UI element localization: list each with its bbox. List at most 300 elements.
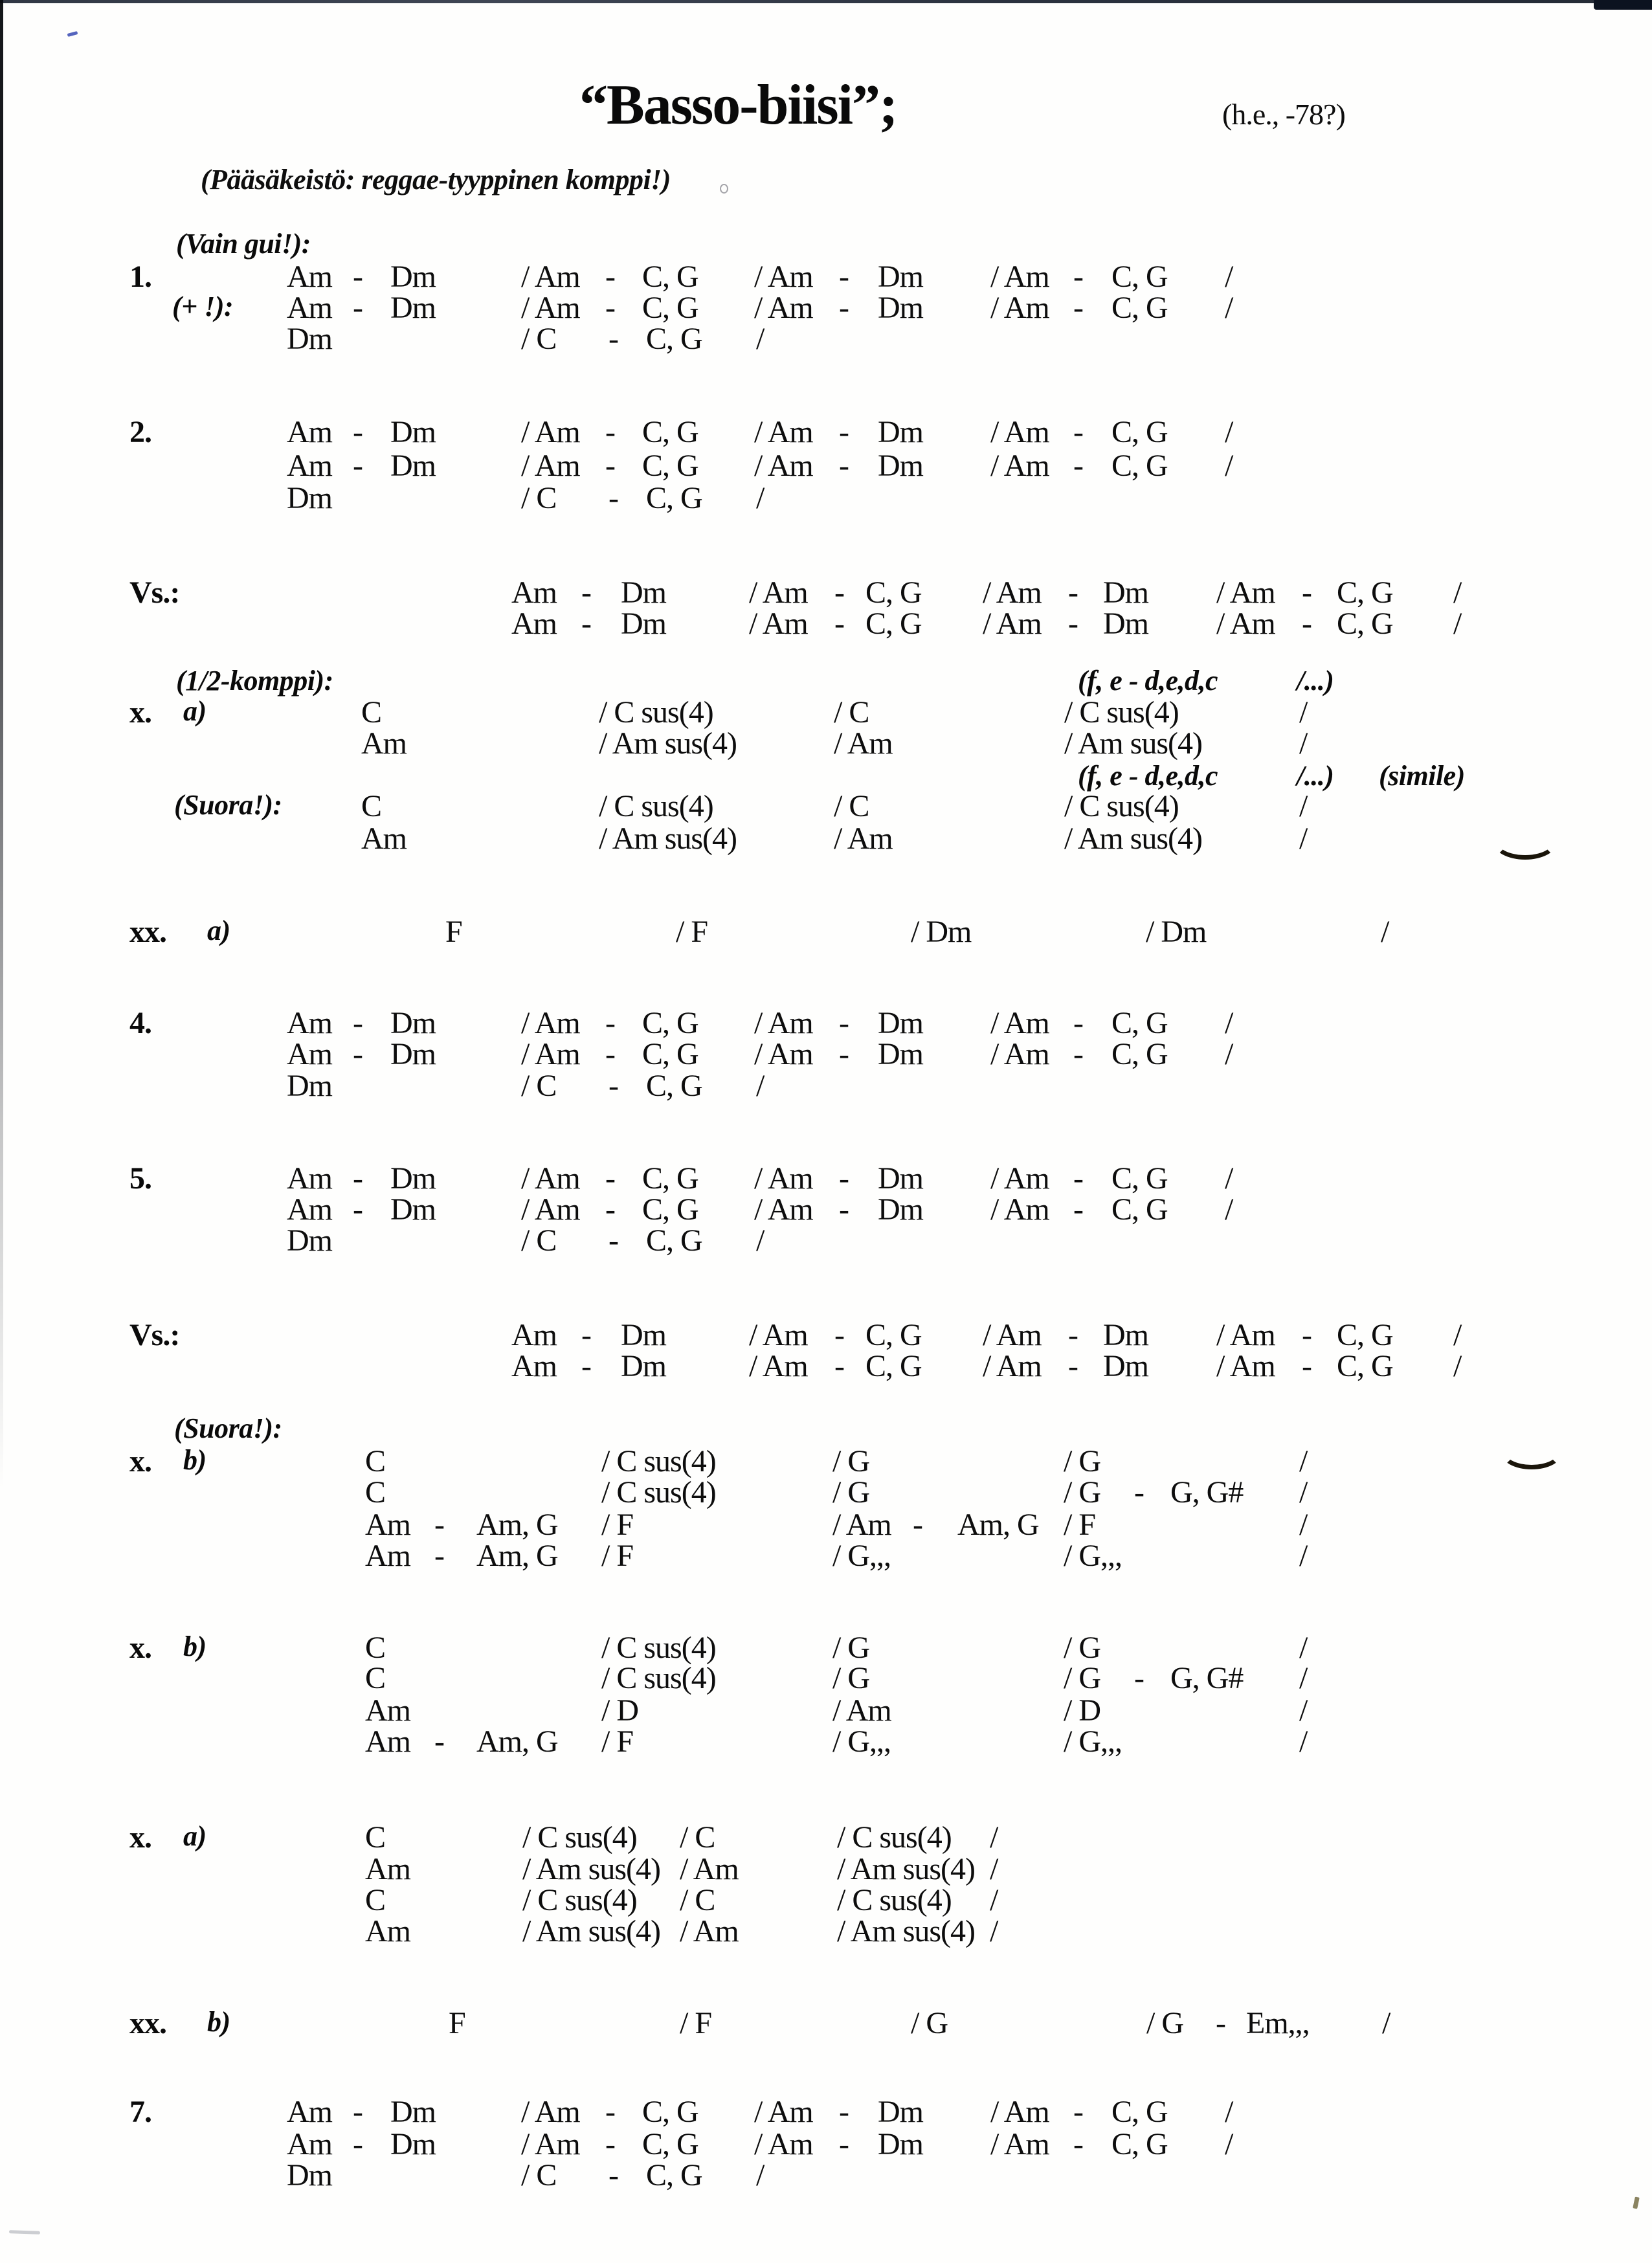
chord-token: / (1225, 1192, 1233, 1227)
chord-token: / G (1064, 1661, 1100, 1695)
section-number: x. (129, 1631, 151, 1665)
chord-token: C, G (865, 607, 922, 641)
chord-token: / (1225, 291, 1233, 325)
chord-token: - (581, 607, 591, 641)
chord-token: Dm (287, 1223, 332, 1258)
chord-token: - (1134, 1661, 1144, 1695)
chord-token: - (434, 1508, 444, 1542)
chord-token: / Am (990, 260, 1049, 294)
chord-token: - (581, 1349, 591, 1383)
chord-token: Am (287, 260, 332, 294)
chord-token: - (1068, 1349, 1078, 1383)
section-label: (Suora!): (174, 1412, 282, 1444)
chord-token: / G (832, 1631, 869, 1665)
chord-token: - (1073, 291, 1083, 325)
chord-token: - (353, 291, 363, 325)
chord-token: C, G (1111, 415, 1168, 449)
chord-token: C, G (646, 1069, 702, 1103)
section-number: 2. (129, 415, 151, 449)
chord-token: Am (511, 607, 557, 641)
chord-token: Am (287, 415, 332, 449)
chord-token: - (605, 2127, 615, 2161)
chord-token: / G,,, (1064, 1539, 1122, 1573)
chord-token: - (1068, 1318, 1078, 1352)
chord-token: - (353, 260, 363, 294)
chord-token: / G (832, 1475, 869, 1510)
chord-token: / C sus(4) (1064, 695, 1179, 730)
chord-token: / Am (680, 1914, 739, 1948)
chord-token: / C sus(4) (599, 789, 713, 823)
chord-token: / Am (990, 291, 1049, 325)
section-number: 4. (129, 1006, 151, 1040)
chord-token: / (1225, 2095, 1233, 2129)
chord-token: Dm (1103, 1349, 1148, 1383)
chord-token: C, G (865, 1349, 922, 1383)
chord-token: - (839, 1037, 849, 1071)
chord-token: - (1073, 260, 1083, 294)
chord-token: / (1453, 1349, 1462, 1383)
verse-style-note: (Pääsäkeistö: reggae-tyyppinen komppi!) (201, 164, 671, 195)
chord-token: Am (365, 1852, 410, 1886)
chord-token: C (365, 1631, 386, 1665)
chord-token: / Am (983, 607, 1042, 641)
chord-token: - (913, 1508, 922, 1542)
chord-token: Dm (878, 1037, 923, 1071)
chord-token: / Am (754, 449, 813, 483)
chord-token: / C (521, 2158, 557, 2192)
chord-token: / C sus(4) (837, 1883, 952, 1917)
chord-token: Dm (1103, 575, 1148, 610)
chord-token: / Am (521, 2095, 580, 2129)
chord-token: / Dm (1146, 915, 1207, 949)
chord-token: - (839, 1161, 849, 1196)
chord-token: Dm (1103, 1318, 1148, 1352)
chord-token: / Am (749, 1349, 808, 1383)
chord-token: - (353, 449, 363, 483)
chord-token: - (605, 291, 615, 325)
chord-token: C, G (1111, 1037, 1168, 1071)
chord-token: Am (287, 291, 332, 325)
chord-token: Am (287, 2127, 332, 2161)
chord-token: / Am (990, 449, 1049, 483)
chord-token: G, G# (1170, 1475, 1244, 1510)
chord-token: - (353, 1192, 363, 1227)
chord-token: - (1073, 1006, 1083, 1040)
chord-token: Am (365, 1539, 410, 1573)
pen-mark (1501, 1434, 1563, 1469)
section-label: a) (183, 695, 206, 727)
chord-token: / Am (521, 260, 580, 294)
chord-token: Am (511, 575, 557, 610)
section-label: b) (183, 1444, 206, 1476)
chord-token: / C sus(4) (601, 1475, 716, 1510)
chord-token: - (839, 260, 849, 294)
chord-token: / F (601, 1724, 634, 1759)
chord-token: Dm (878, 415, 923, 449)
chord-token: C, G (642, 1161, 698, 1196)
chord-token: / Am sus(4) (599, 726, 737, 761)
chord-token: / C (521, 1223, 557, 1258)
chord-token: / G,,, (832, 1724, 891, 1759)
chord-token: / Am (983, 575, 1042, 610)
chord-token: Dm (1103, 607, 1148, 641)
chord-token: C (361, 695, 382, 730)
chord-token: / (1299, 695, 1308, 730)
section-label: (simile) (1379, 760, 1465, 792)
chord-token: - (839, 1192, 849, 1227)
chord-token: / C sus(4) (601, 1444, 716, 1478)
chord-token: / (1299, 1724, 1308, 1759)
chord-token: / (990, 1820, 998, 1855)
chord-token: Dm (287, 322, 332, 356)
chord-token: - (581, 575, 591, 610)
chord-token: / Am (521, 1006, 580, 1040)
chord-token: Dm (287, 1069, 332, 1103)
chord-token: / Am (1216, 1318, 1275, 1352)
chord-token: Dm (390, 449, 436, 483)
chord-token: Dm (621, 575, 666, 610)
chord-token: / C (680, 1820, 715, 1855)
chord-token: Am, G (476, 1508, 558, 1542)
chord-token: / F (676, 915, 708, 949)
scan-artifact-top-right (1594, 0, 1652, 10)
chord-token: / C (521, 322, 557, 356)
section-label: a) (207, 915, 230, 946)
chord-token: / (1225, 1037, 1233, 1071)
chord-token: / Am (521, 415, 580, 449)
chord-token: Am (511, 1349, 557, 1383)
chord-token: / (1299, 1539, 1308, 1573)
chord-token: Dm (878, 291, 923, 325)
chord-token: / C sus(4) (601, 1661, 716, 1695)
chord-token: / (1225, 449, 1233, 483)
chord-token: / Am sus(4) (1064, 821, 1203, 856)
chord-token: G, G# (1170, 1661, 1244, 1695)
chord-token: / G (1064, 1631, 1100, 1665)
chord-token: / Am (754, 2095, 813, 2129)
chord-token: / (1299, 821, 1308, 856)
chord-token: / Am (754, 260, 813, 294)
chord-token: / F (601, 1539, 634, 1573)
chord-token: C (361, 789, 382, 823)
chord-token: / Am (990, 1192, 1049, 1227)
chord-token: - (1302, 607, 1312, 641)
chord-token: - (353, 1006, 363, 1040)
chord-token: Dm (621, 1349, 666, 1383)
chord-token: - (605, 1037, 615, 1071)
chord-token: / Am (749, 575, 808, 610)
chord-token: - (1068, 607, 1078, 641)
section-number: xx. (129, 2006, 166, 2040)
chord-token: / Am (834, 821, 893, 856)
chord-token: / (1299, 1508, 1308, 1542)
chord-token: - (605, 1192, 615, 1227)
chord-token: Am, G (476, 1724, 558, 1759)
chord-token: Am (287, 1192, 332, 1227)
chord-token: / Am (749, 607, 808, 641)
chord-token: Am (365, 1914, 410, 1948)
chord-token: Dm (390, 2095, 436, 2129)
chord-token: / (1225, 260, 1233, 294)
chord-token: Dm (621, 1318, 666, 1352)
chord-token: C, G (1111, 1161, 1168, 1196)
section-number: 5. (129, 1161, 151, 1196)
pen-mark (1493, 823, 1557, 860)
chord-token: / Am (521, 1192, 580, 1227)
chord-token: / C (521, 1069, 557, 1103)
chord-token: Dm (878, 2095, 923, 2129)
chord-token: C, G (646, 481, 702, 515)
chord-token: / Am (1216, 1349, 1275, 1383)
chord-token: - (839, 291, 849, 325)
chord-token: Dm (621, 607, 666, 641)
chord-token: C, G (1111, 2127, 1168, 2161)
chord-token: C, G (642, 2127, 698, 2161)
chord-token: C, G (1111, 260, 1168, 294)
chord-token: Dm (390, 1037, 436, 1071)
chord-token: - (434, 1724, 444, 1759)
chord-token: / (1225, 2127, 1233, 2161)
chord-token: Dm (878, 1161, 923, 1196)
chord-token: / Am (754, 2127, 813, 2161)
chord-token: / Am (983, 1318, 1042, 1352)
chord-token: / G (832, 1661, 869, 1695)
chord-token: C, G (642, 260, 698, 294)
chord-token: - (1302, 1318, 1312, 1352)
chord-token: - (605, 449, 615, 483)
chord-token: - (834, 1318, 844, 1352)
section-label: b) (207, 2006, 230, 2038)
chord-token: Am (365, 1693, 410, 1728)
chord-token: - (834, 1349, 844, 1383)
section-label: (+ !): (172, 291, 234, 322)
chord-token: - (353, 2095, 363, 2129)
scan-artifact-speck (1633, 2196, 1640, 2209)
chord-token: C, G (1111, 1006, 1168, 1040)
chord-token: / Am sus(4) (837, 1852, 976, 1886)
chord-token: Dm (878, 449, 923, 483)
chord-token: / C (680, 1883, 715, 1917)
chord-token: - (1073, 1192, 1083, 1227)
chord-token: / Am (754, 291, 813, 325)
chord-token: - (1073, 415, 1083, 449)
chord-token: / (1299, 1661, 1308, 1695)
chord-token: / C (834, 789, 869, 823)
chord-token: C, G (642, 291, 698, 325)
chord-token: / D (601, 1693, 638, 1728)
chord-token: - (353, 415, 363, 449)
chord-token: F (449, 2006, 465, 2040)
chord-token: / G (911, 2006, 948, 2040)
title-annotation: (h.e., -78?) (1222, 98, 1345, 131)
chord-token: / Am sus(4) (1064, 726, 1203, 761)
section-number: xx. (129, 915, 166, 949)
chord-token: / G (832, 1444, 869, 1478)
chord-token: / Am sus(4) (522, 1852, 661, 1886)
chord-token: / (990, 1852, 998, 1886)
chord-token: Am (287, 1161, 332, 1196)
chord-token: - (608, 1223, 618, 1258)
chord-token: / (1382, 2006, 1390, 2040)
chord-token: / Dm (911, 915, 972, 949)
chord-token: / C sus(4) (599, 695, 713, 730)
chord-token: Am (287, 1037, 332, 1071)
chord-token: - (353, 2127, 363, 2161)
chord-token: Am, G (476, 1539, 558, 1573)
chord-token: - (834, 575, 844, 610)
chord-token: - (608, 481, 618, 515)
chord-token: / Am (680, 1852, 739, 1886)
chord-token: Am (361, 821, 407, 856)
chord-token: Dm (878, 1006, 923, 1040)
chord-token: - (839, 449, 849, 483)
section-number: x. (129, 1444, 151, 1478)
section-label: (f, e - d,e,d,c (1078, 760, 1218, 792)
chord-token: / C sus(4) (522, 1820, 637, 1855)
chord-token: - (434, 1539, 444, 1573)
chord-token: / Am sus(4) (837, 1914, 976, 1948)
chord-token: C, G (1337, 1349, 1393, 1383)
chord-token: C, G (646, 322, 702, 356)
chord-token: / (1225, 415, 1233, 449)
chord-token: C, G (865, 575, 922, 610)
chord-token: / (1453, 607, 1462, 641)
chord-token: C, G (1111, 1192, 1168, 1227)
chord-token: / (1299, 1475, 1308, 1510)
chord-token: / C sus(4) (522, 1883, 637, 1917)
chord-token: / Am (990, 1006, 1049, 1040)
chord-token: C (365, 1661, 386, 1695)
chord-token: Dm (390, 1161, 436, 1196)
scan-artifact-speck (67, 31, 78, 37)
chord-token: Dm (287, 2158, 332, 2192)
section-label: /...) (1297, 665, 1334, 697)
chord-token: / G (1064, 1475, 1100, 1510)
chord-token: Am (511, 1318, 557, 1352)
chord-token: / Am sus(4) (522, 1914, 661, 1948)
section-label: (f, e - d,e,d,c (1078, 665, 1218, 697)
chord-token: Dm (390, 1192, 436, 1227)
scan-artifact-speck (720, 184, 728, 194)
chord-token: / Am (990, 2095, 1049, 2129)
chord-token: Am (365, 1508, 410, 1542)
chord-token: / (756, 2158, 765, 2192)
chord-token: - (353, 1037, 363, 1071)
chord-token: Dm (878, 1192, 923, 1227)
chord-token: / Am (754, 415, 813, 449)
chord-token: / Am (1216, 607, 1275, 641)
chord-token: C, G (1337, 575, 1393, 610)
chord-token: C (365, 1820, 386, 1855)
chord-token: / D (1064, 1693, 1100, 1728)
chord-token: / C sus(4) (837, 1820, 952, 1855)
chord-token: - (1216, 2006, 1225, 2040)
chord-token: / Am (990, 415, 1049, 449)
chord-token: C, G (1111, 2095, 1168, 2129)
chord-token: - (605, 415, 615, 449)
chord-token: / Am (832, 1508, 891, 1542)
chord-token: / (756, 1223, 765, 1258)
section-label: b) (183, 1631, 206, 1662)
chord-token: C, G (1111, 291, 1168, 325)
chord-token: C (365, 1475, 386, 1510)
chord-token: Am (361, 726, 407, 761)
section-label: a) (183, 1820, 206, 1852)
chord-token: / Am (983, 1349, 1042, 1383)
chord-token: Am, G (957, 1508, 1039, 1542)
chord-token: - (605, 1161, 615, 1196)
chord-token: Dm (390, 1006, 436, 1040)
chord-token: / (990, 1914, 998, 1948)
scan-artifact-smudge (9, 2230, 40, 2235)
chord-token: - (1068, 575, 1078, 610)
chord-token: - (605, 1006, 615, 1040)
chord-token: C, G (642, 1192, 698, 1227)
chord-token: - (1073, 449, 1083, 483)
chord-token: - (605, 260, 615, 294)
section-number: x. (129, 1820, 151, 1855)
chord-token: / C sus(4) (1064, 789, 1179, 823)
chord-token: C (365, 1883, 386, 1917)
chord-token: / F (601, 1508, 634, 1542)
section-number: x. (129, 695, 151, 730)
chord-token: C, G (642, 1037, 698, 1071)
chord-token: / (1381, 915, 1389, 949)
chord-token: - (608, 322, 618, 356)
chord-token: Em,,, (1246, 2006, 1310, 2040)
chord-token: / (1453, 1318, 1462, 1352)
chord-token: Am (287, 2095, 332, 2129)
chord-token: / Am (1216, 575, 1275, 610)
chord-token: - (353, 1161, 363, 1196)
chord-token: / Am (754, 1006, 813, 1040)
chord-token: - (1073, 2095, 1083, 2129)
chord-token: / Am (832, 1693, 891, 1728)
chord-token: - (605, 2095, 615, 2129)
section-number: 1. (129, 260, 151, 294)
chord-token: / Am (521, 1161, 580, 1196)
chord-token: / (1225, 1006, 1233, 1040)
section-label: (Vain gui!): (176, 228, 311, 260)
chord-token: - (608, 2158, 618, 2192)
chord-token: - (1134, 1475, 1144, 1510)
chord-token: / C sus(4) (601, 1631, 716, 1665)
chord-token: C, G (1111, 449, 1168, 483)
section-number: Vs.: (129, 1318, 180, 1352)
chord-token: / Am (749, 1318, 808, 1352)
chord-token: / Am (990, 2127, 1049, 2161)
chord-token: / Am (754, 1192, 813, 1227)
chord-token: - (834, 607, 844, 641)
chord-token: / Am (990, 1037, 1049, 1071)
chord-token: / (1299, 789, 1308, 823)
song-title: “Basso-biisi”; (579, 74, 897, 137)
scan-artifact-top-edge (0, 0, 1652, 3)
chord-token: - (839, 2127, 849, 2161)
chord-token: - (839, 2095, 849, 2129)
chord-token: Dm (390, 415, 436, 449)
chord-token: / (756, 322, 765, 356)
chord-token: C, G (642, 2095, 698, 2129)
chord-token: C, G (642, 415, 698, 449)
chord-token: / C (834, 695, 869, 730)
chord-token: / (1299, 1631, 1308, 1665)
chord-token: / Am (834, 726, 893, 761)
chord-token: - (1302, 575, 1312, 610)
chord-token: / Am (521, 2127, 580, 2161)
chord-token: / G,,, (832, 1539, 891, 1573)
chord-token: - (839, 1006, 849, 1040)
